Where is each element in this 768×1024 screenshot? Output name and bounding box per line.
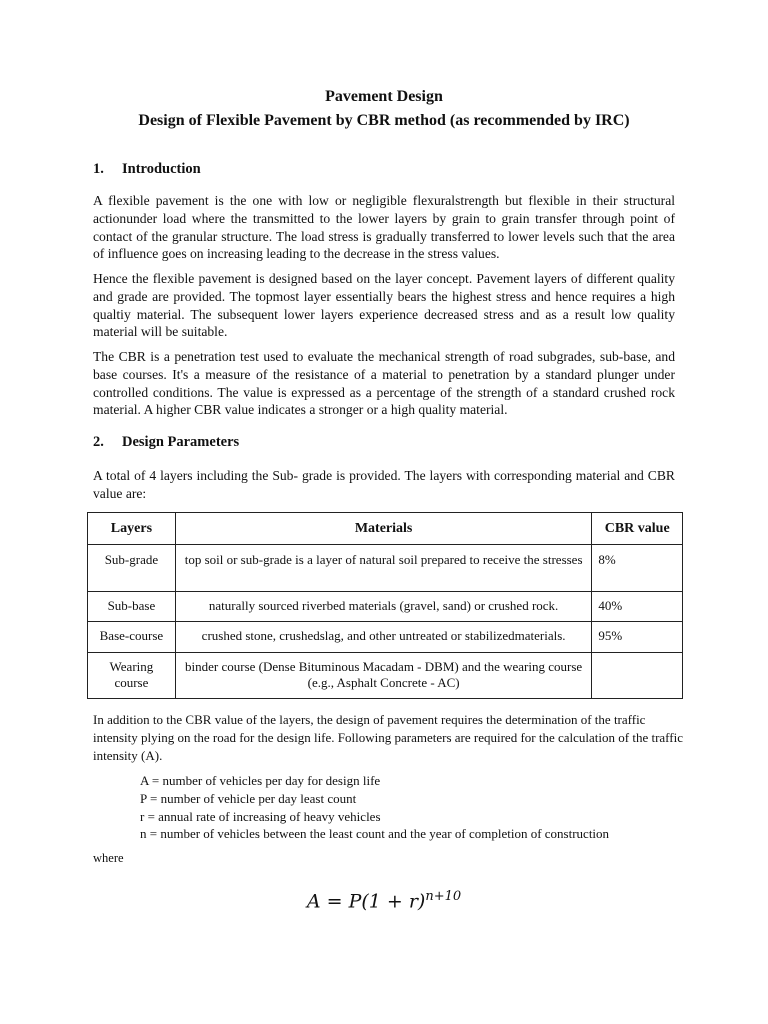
cell-layer: Base-course [88,622,176,653]
header-layers: Layers [88,513,176,545]
definition-p: P = number of vehicle per day least count [140,790,357,806]
section-number: 2. [93,434,104,450]
formula-base: A = P(1 + r) [306,890,426,913]
document-title: Pavement Design [325,88,443,105]
cell-cbr: 40% [592,592,683,622]
where-label: where [93,851,124,865]
paragraph: In addition to the CBR value of the layers, the design of pavement requires the determination of the traffic intensity plying on the road for the design life. Following parameters are required for the calculation of the traffic intensity (A). [93,712,683,763]
table-row [88,622,683,653]
cell-material: binder course (Dense Bituminous Macadam - DBM) and the wearing course (e.g., Asphalt Concrete - AC) [175,653,592,699]
definitions-list [140,772,609,843]
cell-material: naturally sourced riverbed materials (gravel, sand) or crushed rock. [175,592,592,622]
cell-cbr: 95% [592,622,683,653]
definition-n: n = number of vehicles between the least count and the year of completion of construction [140,826,610,842]
section-heading-introduction [93,161,201,178]
paragraph: Hence the flexible pavement is designed based on the layer concept. Pavement layers of different quality and grade are provided. The topmost layer essentially bears the highest stress and hence requires a high qualtiy material. The subsequent lower layers experience decreased stress and as a result low quality material will be suitable. [93,271,675,340]
header-materials: Materials [175,513,592,545]
table-row [88,545,683,592]
table-row [88,592,683,622]
cell-layer: Wearing course [88,653,176,699]
cell-material: top soil or sub-grade is a layer of natural soil prepared to receive the stresses [175,545,592,592]
layers-table [87,512,683,699]
definition-r: r = annual rate of increasing of heavy vehicles [140,808,381,824]
cell-cbr: 8% [592,545,683,592]
cell-cbr [592,653,683,699]
table-row [88,653,683,699]
paragraph: The CBR is a penetration test used to evaluate the mechanical strength of road subgrades, sub-base, and base courses. It's a measure of the resistance of a material to penetration by a standard plunger under controlled conditions. The value is expressed as a percentage of the strength of a standard crushed rock material. A higher CBR value indicates a stronger or a high quality material. [93,349,675,418]
cell-layer: Sub-grade [88,545,176,592]
header-cbr-value: CBR value [592,513,683,545]
formula-exponent: n+10 [425,889,462,904]
traffic-intensity-formula [0,889,768,912]
paragraph: A flexible pavement is the one with low or negligible flexuralstrength but flexible in their structural actionunder load where the transmitted to the lower layers by grain to grain transfer through point of contact of the granular structure. The load stress is gradually transferred to lower levels such that the area of influence goes on increasing leading to the decrease in the stress values. [93,193,675,262]
section-title: Introduction [122,161,201,177]
section-title: Design Parameters [122,434,240,450]
definition-a: A = number of vehicles per day for design life [140,773,381,788]
table-header-row [88,513,683,545]
cell-layer: Sub-base [88,592,176,622]
section-number: 1. [93,161,104,177]
paragraph: A total of 4 layers including the Sub- grade is provided. The layers with corresponding material and CBR value are: [93,468,675,501]
cell-material: crushed stone, crushedslag, and other untreated or stabilizedmaterials. [175,622,592,653]
document-subtitle: Design of Flexible Pavement by CBR method (as recommended by IRC) [138,112,630,129]
section-heading-design-parameters [93,434,239,451]
